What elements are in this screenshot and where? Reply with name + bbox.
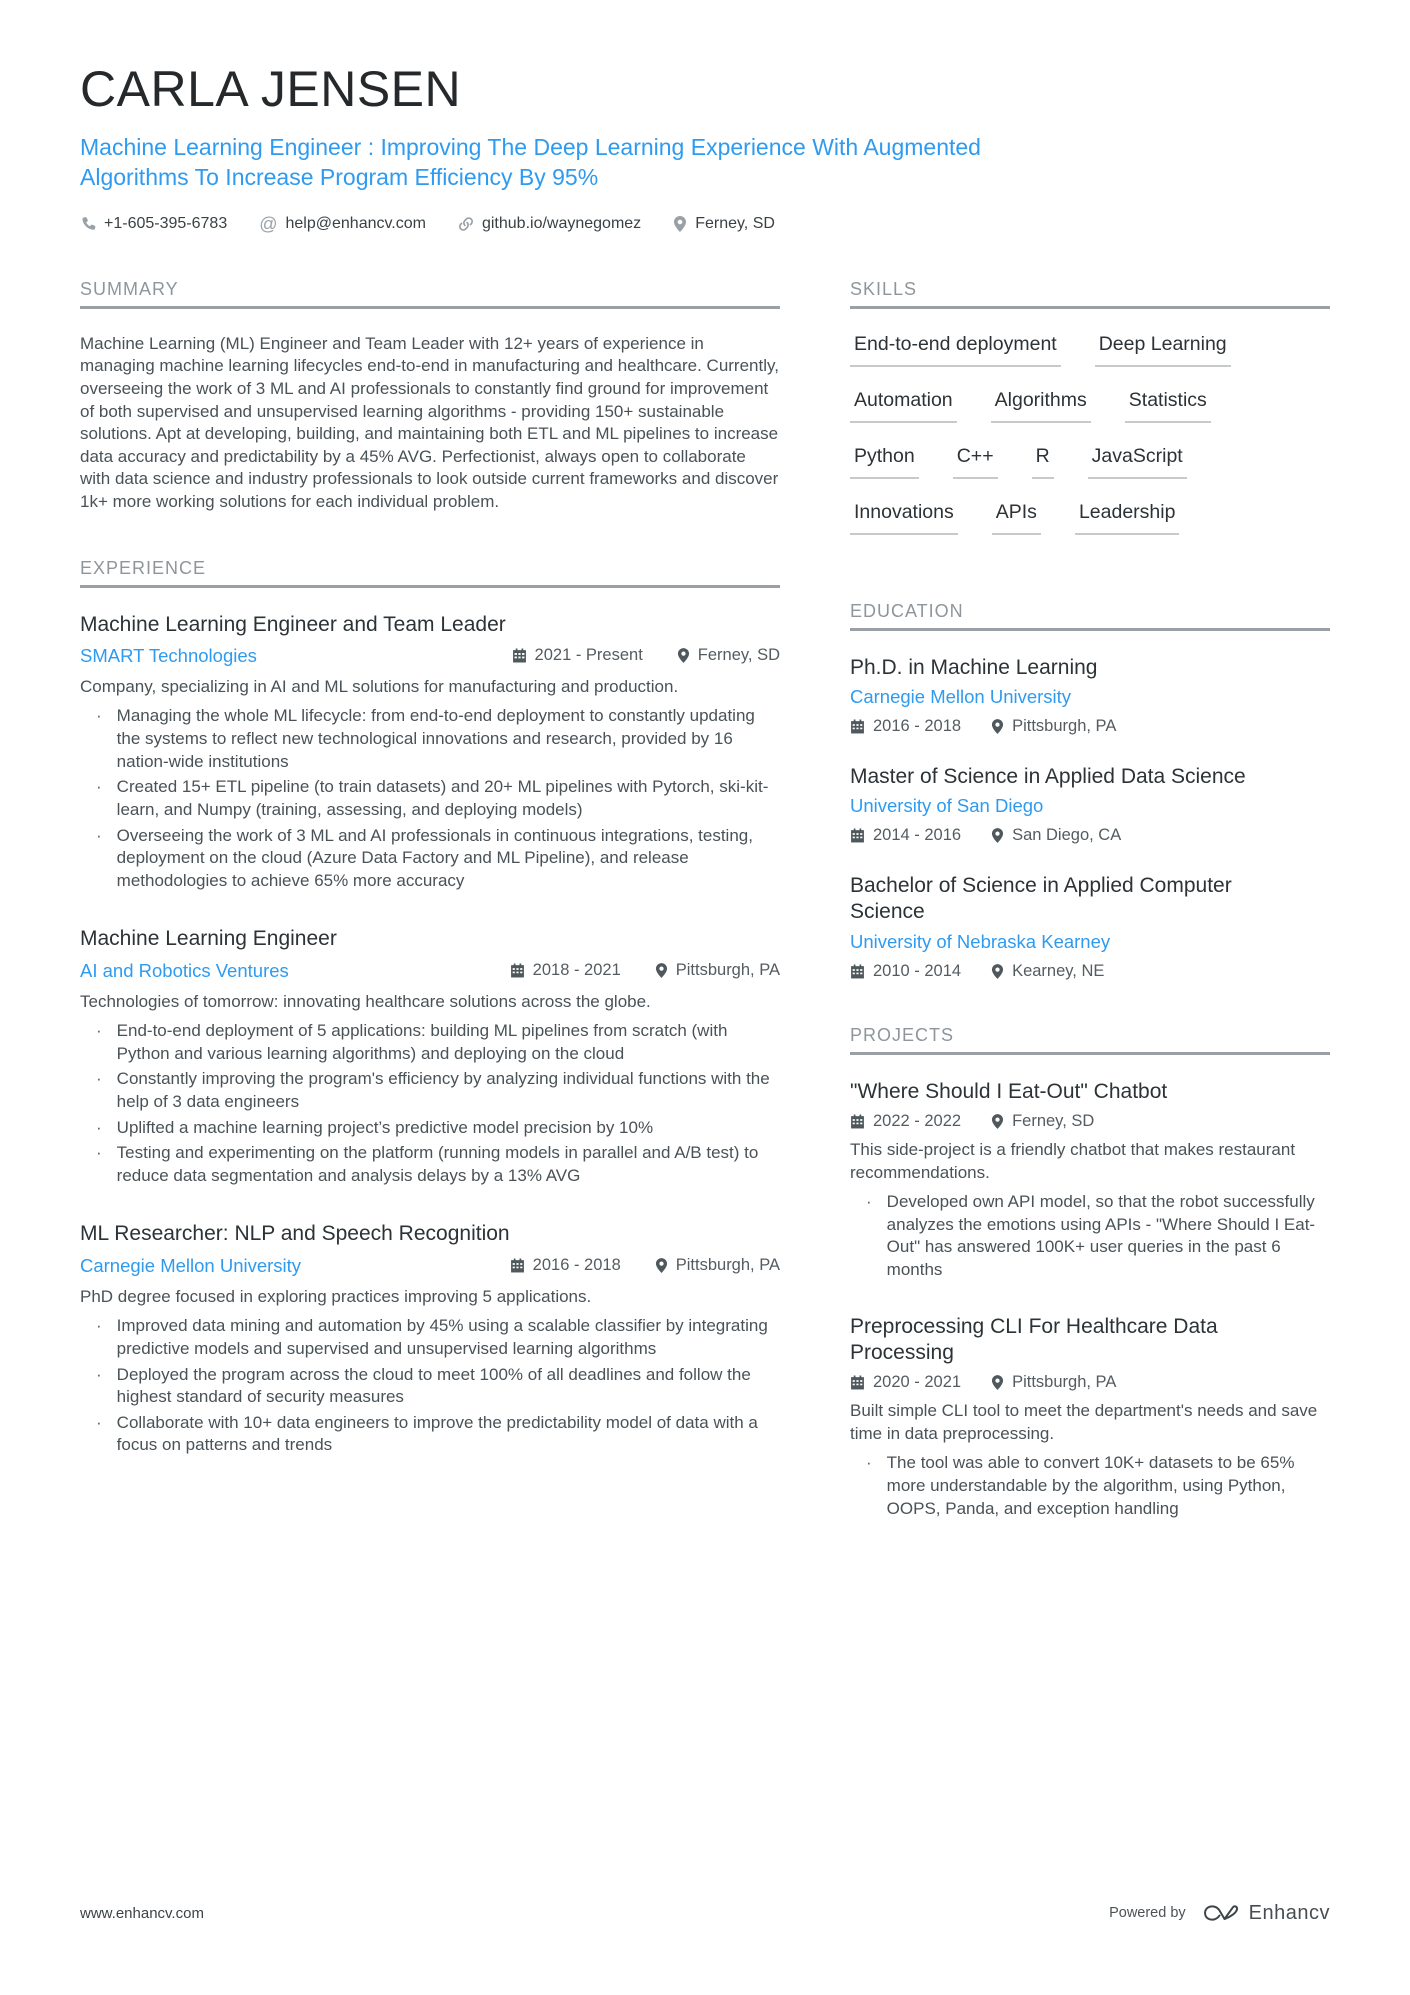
enhancv-wordmark: Enhancv xyxy=(1248,1901,1330,1924)
bullet-dot: · xyxy=(96,1117,102,1137)
skill-chip: End-to-end deployment xyxy=(850,333,1061,367)
education-dates xyxy=(850,717,961,736)
degree-title: Bachelor of Science in Applied Computer Science xyxy=(850,874,1232,924)
education-entry xyxy=(850,764,1330,845)
bullet-item xyxy=(80,776,780,821)
phone-link[interactable] xyxy=(80,215,227,233)
bullet-item xyxy=(80,825,780,893)
bullet-item xyxy=(80,1315,780,1360)
bullet-dot: · xyxy=(96,825,102,845)
education-section xyxy=(850,601,1330,981)
experience-section xyxy=(80,558,780,1457)
calendar-icon xyxy=(850,964,865,979)
education-meta xyxy=(850,717,1330,736)
bullet-dot: · xyxy=(96,1069,102,1089)
education-dates xyxy=(850,962,961,981)
skill-chip: Statistics xyxy=(1125,389,1211,423)
calendar-icon xyxy=(850,1114,865,1129)
enhancv-logo-icon xyxy=(1200,1901,1240,1925)
bullet-text: Improved data mining and automation by 45% using a scalable classifier by integrating predictive models and supervised and unsupervised learning algorithms xyxy=(116,1316,768,1358)
job-dates xyxy=(512,646,643,665)
calendar-icon xyxy=(512,648,527,663)
location-icon xyxy=(677,648,690,663)
calendar-icon xyxy=(510,963,525,978)
calendar-icon xyxy=(850,1375,865,1390)
skills-list xyxy=(850,333,1330,557)
education-location-value: Kearney, NE xyxy=(1012,961,1105,980)
bullet-item xyxy=(80,705,780,773)
location-icon xyxy=(991,719,1004,734)
summary-heading: SUMMARY xyxy=(80,279,780,309)
job-entry xyxy=(80,926,780,1187)
project-description: This side-project is a friendly chatbot that makes restaurant recommendations. xyxy=(850,1139,1296,1182)
bullet-text: Managing the whole ML lifecycle: from end-to-end deployment to constantly updating the systems to reflect new technological innovations and research, provided by 16 nation-wide institutions xyxy=(116,706,755,771)
calendar-icon xyxy=(850,719,865,734)
headline: Machine Learning Engineer : Improving The Deep Learning Experience With Augmented Algorithms To Increase Program Efficiency By 95% xyxy=(80,134,981,191)
bullet-item xyxy=(80,1142,780,1187)
location-icon xyxy=(655,963,668,978)
website-link[interactable] xyxy=(458,215,641,233)
bullet-text: The tool was able to convert 10K+ datasets to be 65% more understandable by the algorithm, using Python, OOPS, Panda, and exception handling xyxy=(886,1453,1295,1518)
school-link[interactable]: University of San Diego xyxy=(850,795,1044,817)
project-description: Built simple CLI tool to meet the department's needs and save time in data preprocessing. xyxy=(850,1401,1318,1443)
bullet-text: Created 15+ ETL pipeline (to train datasets) and 20+ ML pipelines with Pytorch, ski-kit-learn, and Numpy (training, assessing, and deploying models) xyxy=(116,777,769,819)
skill-chip: APIs xyxy=(992,501,1041,535)
page-footer xyxy=(80,1901,1330,1925)
job-entry xyxy=(80,1221,780,1457)
education-dates-value: 2014 - 2016 xyxy=(873,826,962,845)
job-bullets xyxy=(80,1315,780,1457)
bullet-text: Overseeing the work of 3 ML and AI professionals in continuous integrations, testing, deployment on the cloud (Azure Data Factory and ML Pipeline), and release methodologies to achieve 65% more accuracy xyxy=(116,825,753,890)
job-title: ML Researcher: NLP and Speech Recognition xyxy=(80,1222,510,1246)
education-location-value: Pittsburgh, PA xyxy=(1012,716,1117,735)
job-bullets xyxy=(80,1020,780,1187)
bullet-dot: · xyxy=(96,1021,102,1041)
project-meta xyxy=(850,1112,1330,1131)
project-dates-value: 2022 - 2022 xyxy=(873,1111,962,1130)
skills-section xyxy=(850,279,1330,557)
powered-by xyxy=(1109,1901,1330,1925)
job-dates-value: 2016 - 2018 xyxy=(532,1256,621,1275)
education-dates xyxy=(850,826,961,845)
phone-icon xyxy=(80,216,96,232)
job-description: PhD degree focused in exploring practices improving 5 applications. xyxy=(80,1286,592,1306)
bullet-text: Testing and experimenting on the platform (running models in parallel and A/B test) to reduce data segmentation and analysis delays by a 13% AVG xyxy=(116,1143,759,1185)
right-column xyxy=(850,279,1330,1564)
bullet-dot: · xyxy=(866,1192,872,1212)
job-title: Machine Learning Engineer xyxy=(80,927,337,951)
phone-value: +1-605-395-6783 xyxy=(104,214,228,232)
projects-section xyxy=(850,1025,1330,1520)
education-location xyxy=(991,962,1104,981)
skills-heading: SKILLS xyxy=(850,279,1330,309)
location-icon xyxy=(991,964,1004,979)
bullet-text: Developed own API model, so that the robot successfully analyzes the emotions using APIs - "Where Should I Eat-Out" has answered 100K+ user queries in the past 6 months xyxy=(886,1192,1316,1280)
company-link[interactable]: AI and Robotics Ventures xyxy=(80,959,289,981)
degree-title: Ph.D. in Machine Learning xyxy=(850,655,1098,679)
summary-text: Machine Learning (ML) Engineer and Team Leader with 12+ years of experience in managing machine learning lifecycles end-to-end in manufacturing and healthcare. Currently, overseeing the work of 3 ML and AI professionals to constantly find ground for improvement of both supervised and unsupervised learning algorithms - providing 150+ sustainable solutions. Apt at developing, building, and maintaining both ETL and ML pipelines to increase data accuracy and predictability by a 45% AVG. Perfectionist, always open to collaborate with data science and industry professionals to look outside current frameworks and discover 1k+ more working solutions for each individual problem. xyxy=(80,333,779,511)
project-location-value: Ferney, SD xyxy=(1012,1111,1095,1130)
bullet-dot: · xyxy=(96,1143,102,1163)
degree-title: Master of Science in Applied Data Science xyxy=(850,764,1246,788)
bullet-text: Collaborate with 10+ data engineers to improve the predictability model of data with a focus on patterns and trends xyxy=(116,1412,758,1455)
location-icon xyxy=(991,1375,1004,1390)
education-entry xyxy=(850,873,1330,981)
education-entry xyxy=(850,655,1330,736)
skill-chip: C++ xyxy=(953,445,998,479)
website-value: github.io/waynegomez xyxy=(481,214,642,232)
bullet-dot: · xyxy=(96,706,102,726)
powered-by-label: Powered by xyxy=(1109,1905,1186,1921)
email-value: help@enhancv.com xyxy=(285,214,426,232)
bullet-item xyxy=(80,1117,780,1140)
location-item xyxy=(673,215,775,233)
enhancv-brand-link[interactable] xyxy=(1200,1901,1330,1925)
email-icon: @ xyxy=(259,213,278,234)
project-bullets xyxy=(850,1191,1330,1281)
summary-section xyxy=(80,279,780,514)
skill-chip: Python xyxy=(850,445,919,479)
skill-chip: Algorithms xyxy=(991,389,1091,423)
project-meta xyxy=(850,1373,1330,1392)
bullet-text: End-to-end deployment of 5 applications: building ML pipelines from scratch (with Python and various learning algorithms) and deploying on the cloud xyxy=(116,1021,728,1063)
job-dates xyxy=(510,1256,621,1275)
bullet-dot: · xyxy=(96,777,102,797)
company-link[interactable]: SMART Technologies xyxy=(80,644,257,666)
job-location xyxy=(655,961,780,980)
experience-heading: EXPERIENCE xyxy=(80,558,780,588)
project-title: Preprocessing CLI For Healthcare Data Processing xyxy=(850,1314,1218,1364)
skill-chip: JavaScript xyxy=(1088,445,1187,479)
bullet-item xyxy=(80,1020,780,1065)
job-location-value: Pittsburgh, PA xyxy=(675,961,780,980)
project-dates-value: 2020 - 2021 xyxy=(873,1373,962,1392)
project-dates xyxy=(850,1112,961,1131)
school-link[interactable]: Carnegie Mellon University xyxy=(850,685,1072,707)
job-title: Machine Learning Engineer and Team Leader xyxy=(80,612,506,636)
location-icon xyxy=(991,828,1004,843)
projects-heading: PROJECTS xyxy=(850,1025,1330,1055)
job-meta xyxy=(80,960,780,982)
job-dates-value: 2018 - 2021 xyxy=(532,961,621,980)
education-meta xyxy=(850,962,1330,981)
bullet-item xyxy=(80,1068,780,1113)
location-icon xyxy=(991,1114,1004,1129)
email-link[interactable] xyxy=(259,215,426,233)
project-entry xyxy=(850,1314,1330,1521)
skill-chip: Automation xyxy=(850,389,957,423)
job-entry xyxy=(80,612,780,893)
link-icon xyxy=(458,216,474,232)
project-location xyxy=(991,1373,1116,1392)
bullet-item xyxy=(850,1191,1330,1281)
project-title: "Where Should I Eat-Out" Chatbot xyxy=(850,1079,1168,1103)
footer-site-link[interactable]: www.enhancv.com xyxy=(80,1904,204,1922)
two-column-layout xyxy=(80,279,1330,1564)
education-heading: EDUCATION xyxy=(850,601,1330,631)
company-link[interactable]: Carnegie Mellon University xyxy=(80,1254,302,1276)
bullet-dot: · xyxy=(96,1316,102,1336)
location-value: Ferney, SD xyxy=(695,214,775,232)
skill-chip: Innovations xyxy=(850,501,958,535)
resume-header xyxy=(80,60,1330,233)
job-location-value: Ferney, SD xyxy=(697,646,780,665)
project-bullets xyxy=(850,1452,1330,1520)
job-description: Company, specializing in AI and ML solutions for manufacturing and production. xyxy=(80,676,679,696)
education-location xyxy=(991,717,1116,736)
job-meta xyxy=(80,645,780,667)
job-location xyxy=(655,1256,780,1275)
school-link[interactable]: University of Nebraska Kearney xyxy=(850,930,1111,952)
person-name: CARLA JENSEN xyxy=(80,61,462,117)
job-dates-value: 2021 - Present xyxy=(534,646,643,665)
skill-chip: Deep Learning xyxy=(1095,333,1231,367)
job-bullets xyxy=(80,705,780,892)
bullet-dot: · xyxy=(96,1364,102,1384)
calendar-icon xyxy=(510,1258,525,1273)
bullet-item xyxy=(80,1412,780,1457)
job-dates xyxy=(510,961,621,980)
project-entry xyxy=(850,1079,1330,1282)
bullet-dot: · xyxy=(866,1453,872,1473)
calendar-icon xyxy=(850,828,865,843)
location-icon xyxy=(655,1258,668,1273)
location-icon xyxy=(673,216,687,232)
job-location-value: Pittsburgh, PA xyxy=(675,1256,780,1275)
contact-row xyxy=(80,215,1330,233)
project-location-value: Pittsburgh, PA xyxy=(1012,1373,1117,1392)
skill-chip: R xyxy=(1032,445,1054,479)
bullet-text: Deployed the program across the cloud to meet 100% of all deadlines and follow the highest standard of security measures xyxy=(116,1364,751,1407)
education-dates-value: 2010 - 2014 xyxy=(873,961,962,980)
job-description: Technologies of tomorrow: innovating healthcare solutions across the globe. xyxy=(80,991,651,1011)
job-meta xyxy=(80,1255,780,1277)
bullet-text: Constantly improving the program's efficiency by analyzing individual functions with the help of 3 data engineers xyxy=(116,1069,770,1112)
bullet-text: Uplifted a machine learning project’s predictive model precision by 10% xyxy=(116,1117,654,1137)
job-location xyxy=(677,646,780,665)
education-location xyxy=(991,826,1121,845)
education-location-value: San Diego, CA xyxy=(1012,826,1122,845)
project-location xyxy=(991,1112,1094,1131)
left-column xyxy=(80,279,780,1564)
skill-chip: Leadership xyxy=(1075,501,1180,535)
project-dates xyxy=(850,1373,961,1392)
education-dates-value: 2016 - 2018 xyxy=(873,716,962,735)
bullet-item xyxy=(850,1452,1330,1520)
bullet-item xyxy=(80,1364,780,1409)
education-meta xyxy=(850,826,1330,845)
bullet-dot: · xyxy=(96,1412,102,1432)
